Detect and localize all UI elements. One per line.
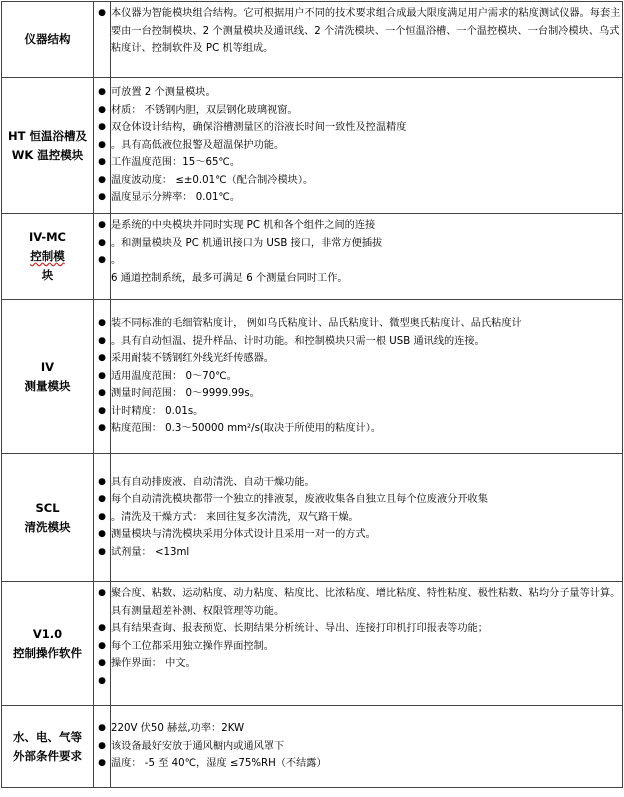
- bullet-column: [94, 2, 111, 78]
- row-label: V1.0 控制操作软件: [2, 582, 94, 706]
- bullet-column: [94, 706, 111, 788]
- row-label: 仪器结构: [2, 2, 94, 78]
- bullet-icon: ●: [98, 370, 106, 381]
- bullet-icon: ●: [98, 139, 106, 150]
- bullet-icon: ●: [98, 388, 106, 399]
- list-item: 。和测量模块及 PC 机通讯接口为 USB 接口，非常方便插拔: [111, 237, 383, 249]
- list-item: 测量模块与清洗模块采用分体式设计且采用一对一的方式。: [111, 529, 376, 541]
- bullet-column: [94, 78, 111, 214]
- bullet-icon: ●: [98, 588, 106, 598]
- list-item: 本仪器为智能模块组合结构。它可根据用户不同的技术要求组合成最大限度满足用户需求的粘度测试仪器。每套主要由一台控制模块、2 个测量模块及通讯线、2 个清洗模块、一个恒温浴槽、一个温控模块、一台制冷模块、乌式粘度计、控制软件及 PC 机等组成。: [111, 8, 621, 54]
- list-item: 温度显示分辨率： 0.01℃。: [111, 192, 241, 204]
- row-label: HT 恒温浴槽及 WK 温控模块: [2, 78, 94, 214]
- bullet-icon: ●: [98, 104, 106, 115]
- list-item: 材质： 不锈钢内胆，双层钢化玻璃视窗。: [111, 104, 298, 116]
- bullet-icon: ●: [98, 8, 106, 18]
- bullet-icon: ●: [98, 174, 106, 185]
- list-item: 该设备最好安放于通风橱内或通风罩下: [111, 740, 285, 752]
- list-item: 采用耐装不锈钢红外线光纤传感器。: [111, 353, 274, 365]
- bullet-icon: ●: [98, 157, 106, 168]
- list-item: 双仓体设计结构，确保浴槽测量区的浴液长时间一致性及控温精度: [111, 122, 407, 134]
- row-content: [111, 582, 623, 706]
- list-item: 。清洗及干燥方式： 来回往复多次清洗，双气路干燥。: [111, 511, 359, 523]
- bullet-icon: ●: [98, 87, 106, 98]
- table-row: [2, 2, 623, 78]
- bullet-icon: ●: [98, 675, 106, 686]
- spec-table: [1, 1, 623, 788]
- table-row: [2, 582, 623, 706]
- row-content: [111, 2, 623, 78]
- bullet-icon: ●: [98, 494, 106, 505]
- list-item: 测量时间范围： 0～9999.99s。: [111, 388, 260, 400]
- bullet-icon: ●: [98, 546, 106, 557]
- bullet-icon: ●: [98, 335, 106, 346]
- bullet-icon: ●: [98, 723, 106, 734]
- list-item: 可放置 2 个测量模块。: [111, 87, 216, 99]
- list-item: 装不同标准的毛细管粘度计， 例如乌氏粘度计、品氏粘度计、微型奥氏粘度计、品氏粘度计: [111, 318, 522, 330]
- table-row: [2, 300, 623, 454]
- bullet-icon: ●: [98, 318, 106, 329]
- row-content: [111, 78, 623, 214]
- list-item: 试剂量： <13ml: [111, 546, 190, 558]
- bullet-icon: ●: [98, 623, 106, 633]
- list-item: 温度： -5 至 40℃，湿度 ≤75%RH（不结露）: [111, 758, 327, 770]
- list-item: 220V 伏50 赫兹,功率：2KW: [111, 723, 245, 735]
- table-row: [2, 214, 623, 300]
- row-label: IV-MC 控制模 块: [2, 214, 94, 300]
- list-item: 温度波动度： ≤±0.01℃（配合制冷模块）。: [111, 174, 314, 186]
- row-content: [111, 454, 623, 582]
- bullet-icon: ●: [98, 758, 106, 769]
- list-item: 每个工位都采用独立操作界面控制。: [111, 640, 274, 652]
- list-item: 具有结果查询、报表预览、长期结果分析统计、导出、连接打印机打印报表等功能；: [111, 623, 488, 634]
- list-item: 每个自动清洗模块都带一个独立的排液泵，废液收集各自独立且每个位废液分开收集: [111, 494, 488, 506]
- bullet-icon: ●: [98, 353, 106, 364]
- bullet-icon: ●: [98, 192, 106, 203]
- list-item: 是系统的中央模块并同时实现 PC 机和各个组件之间的连接: [111, 220, 376, 231]
- list-item: 6 通道控制系统，最多可满足 6 个测量台同时工作。: [111, 272, 348, 284]
- row-content: [111, 300, 623, 454]
- bullet-icon: ●: [98, 658, 106, 668]
- row-label: IV 测量模块: [2, 300, 94, 454]
- bullet-column: [94, 582, 111, 706]
- list-item: 。具有高低液位报警及超温保护功能。: [111, 139, 285, 151]
- bullet-icon: ●: [98, 423, 106, 434]
- row-label: SCL 清洗模块: [2, 454, 94, 582]
- list-item: 工作温度范围：15～65℃。: [111, 157, 241, 169]
- bullet-icon: ●: [98, 255, 106, 265]
- bullet-icon: ●: [98, 511, 106, 522]
- row-label: 水、电、气等 外部条件要求: [2, 706, 94, 788]
- list-item: 具有自动排废液、自动清洗、自动干燥功能。: [111, 476, 315, 488]
- bullet-column: [94, 454, 111, 582]
- list-item: 具有测量超差补测、权限管理等功能。: [111, 605, 285, 617]
- table-row: [2, 706, 623, 788]
- list-item: 适用温度范围： 0～70℃。: [111, 370, 237, 382]
- row-content: [111, 706, 623, 788]
- bullet-icon: ●: [98, 640, 106, 651]
- list-item: 。具有自动恒温、提升样品、计时功能。和控制模块只需一根 USB 通讯线的连接。: [111, 335, 485, 347]
- list-item: 聚合度、粘数、运动粘度、动力粘度、粘度比、比浓粘度、增比粘度、特性粘度、极性粘数、粘均分子量等计算。: [111, 588, 621, 599]
- bullet-icon: ●: [98, 476, 106, 487]
- bullet-icon: ●: [98, 220, 106, 230]
- row-content: [111, 214, 623, 300]
- bullet-icon: ●: [98, 529, 106, 540]
- bullet-icon: ●: [98, 237, 106, 248]
- list-item: 。: [111, 255, 122, 266]
- bullet-icon: ●: [98, 740, 106, 751]
- bullet-icon: ●: [98, 405, 106, 416]
- list-item: 操作界面： 中文。: [111, 658, 196, 669]
- bullet-icon: ●: [98, 122, 106, 133]
- table-row: [2, 454, 623, 582]
- list-item: 计时精度： 0.01s。: [111, 405, 204, 417]
- bullet-column: [94, 214, 111, 300]
- bullet-column: [94, 300, 111, 454]
- list-item: 粘度范围： 0.3～50000 mm²/s(取决于所使用的粘度计）。: [111, 423, 382, 435]
- table-row: [2, 78, 623, 214]
